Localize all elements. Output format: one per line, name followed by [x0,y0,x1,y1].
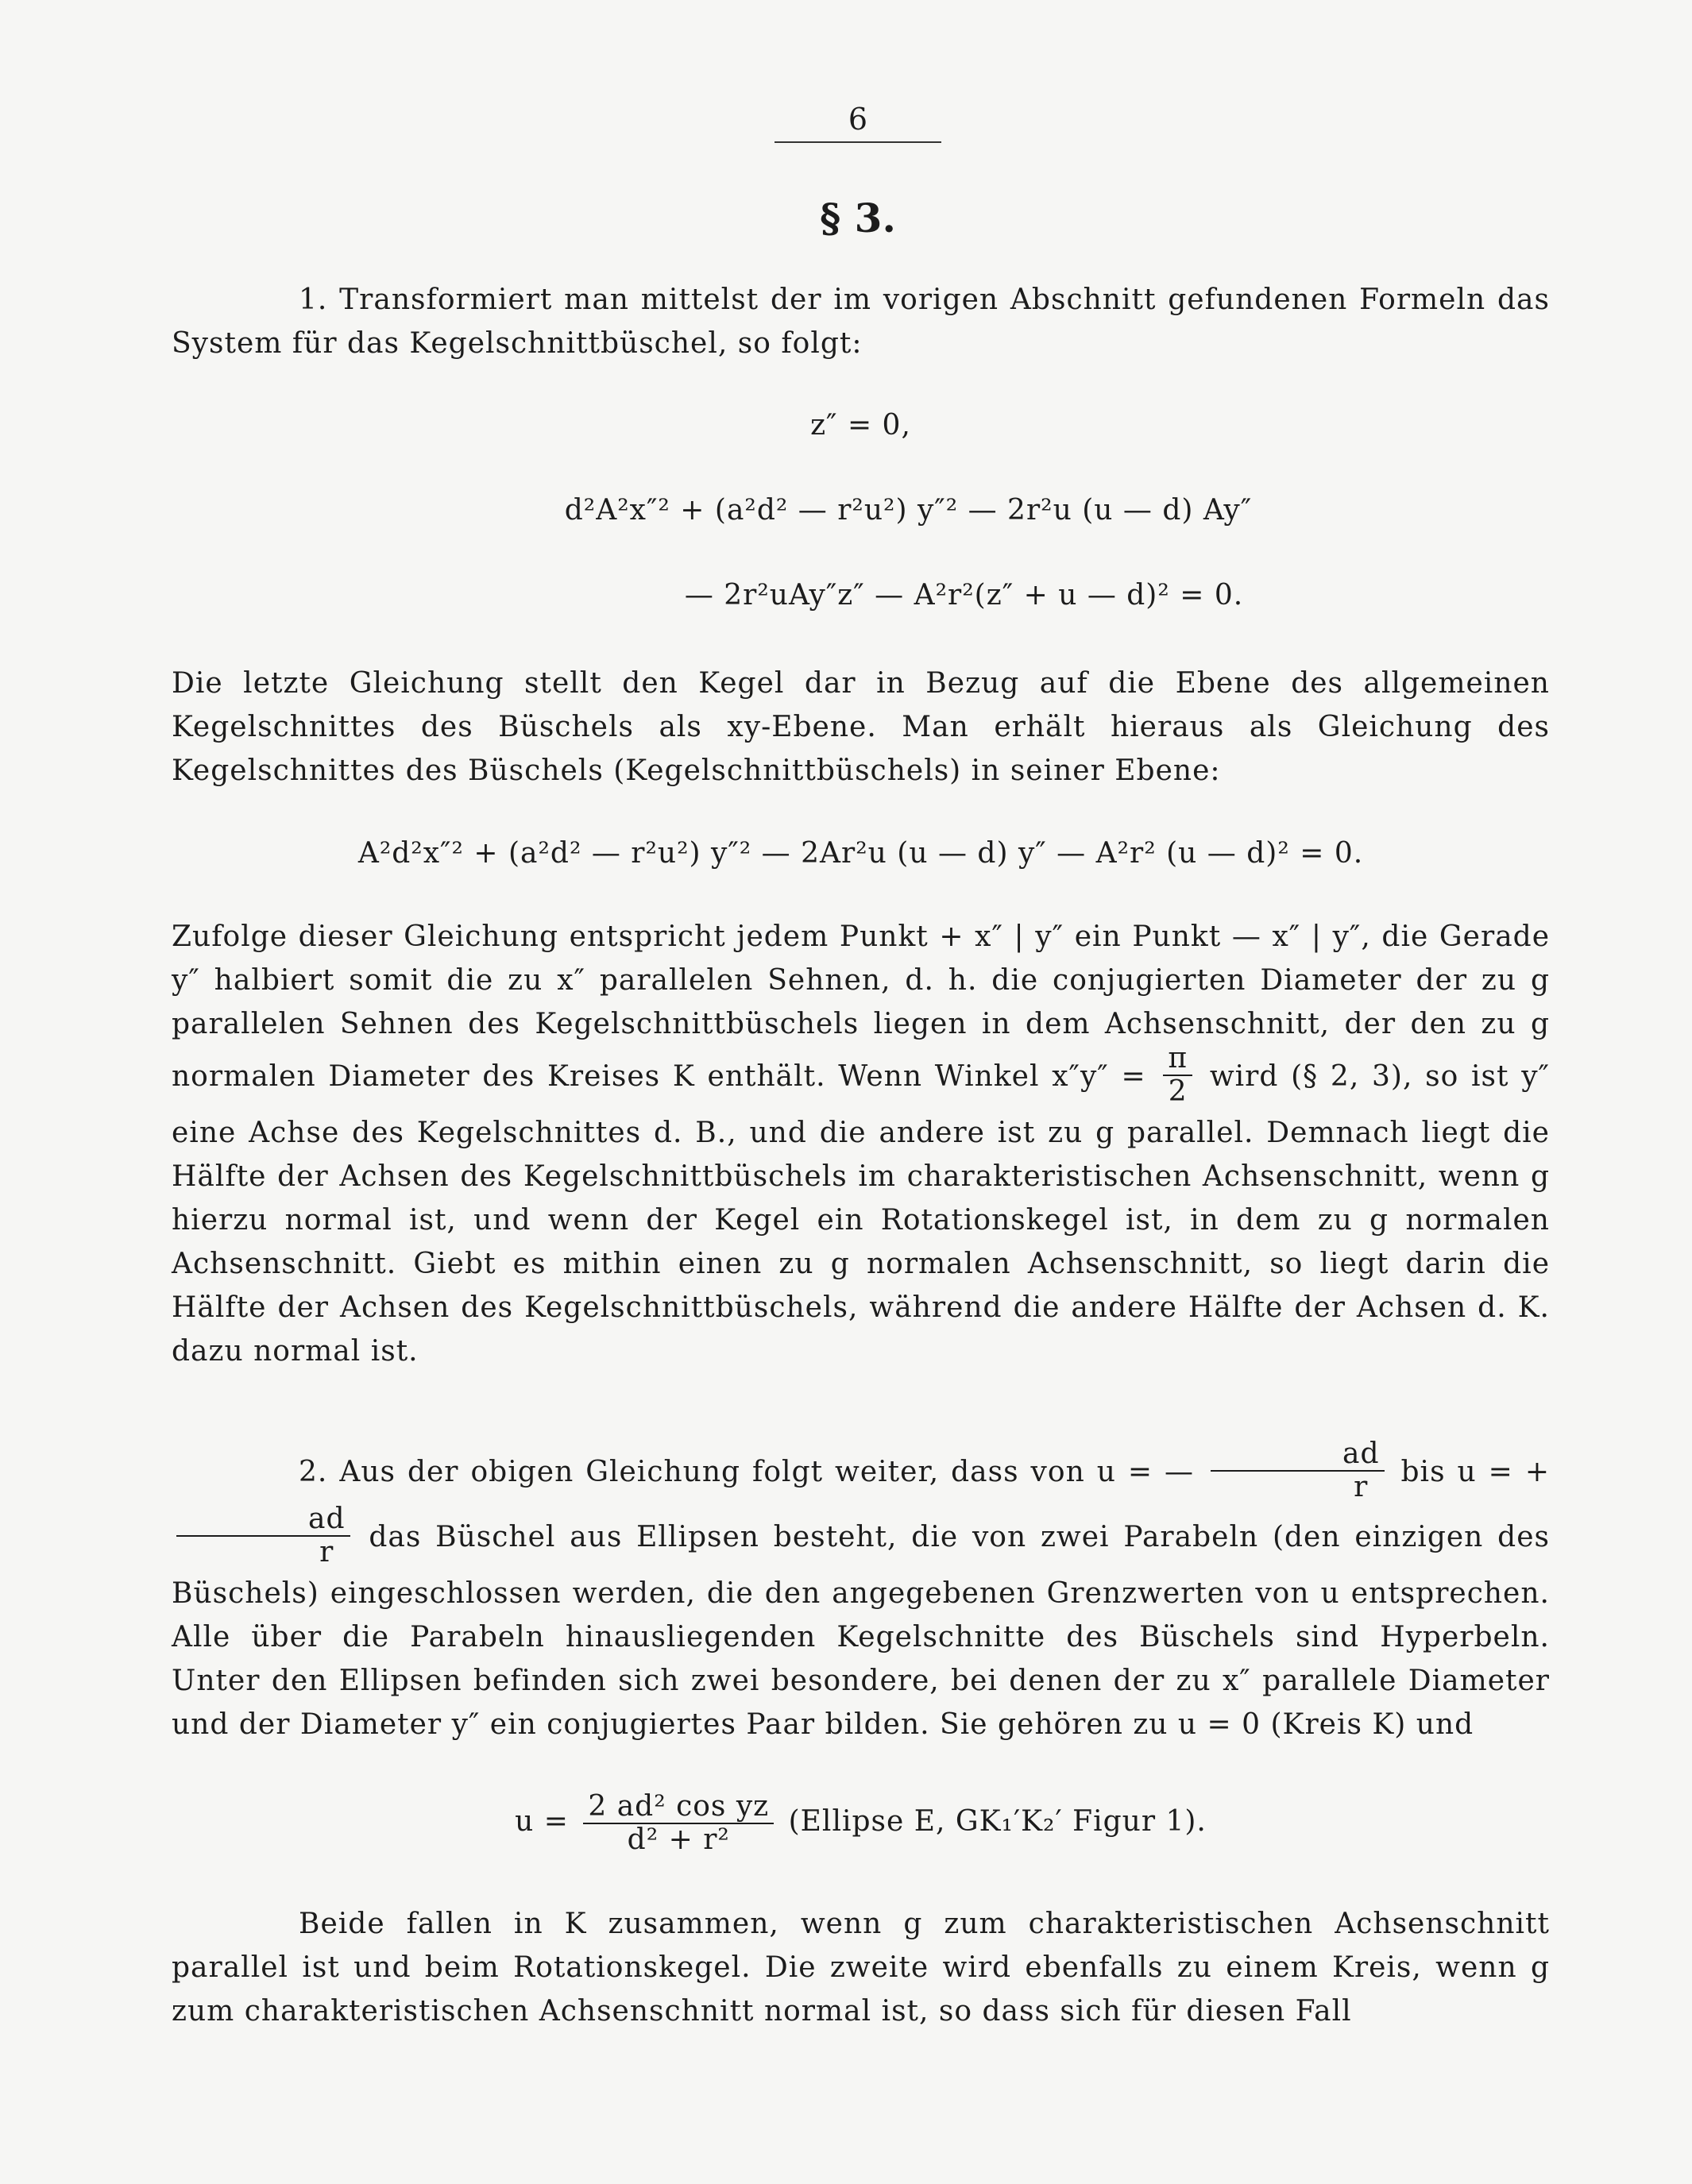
paragraph-3-part-a: Zufolge dieser Gleichung entspricht jedem Punkt + x″ | y″ ein Punkt — x″ | y″, die Gerade y″ halbiert somit die zu x″ parallelen Sehnen, d. h. die conjugierten Diameter der zu g parallelen Sehnen des Kegelschnittbüschels liegen in dem Achsenschnitt, der den zu g normalen Diameter des Kreises K enthält. Wenn Winkel x″y″ = [172,920,1550,1093]
equation-5 [172,1791,1550,1856]
paragraph-2 [172,662,1550,793]
paragraph-1 [172,278,1550,365]
paragraph-2-text: Die letzte Gleichung stellt den Kegel dar in Bezug auf die Ebene des allgemeinen Kegelschnittes des Büschels als xy-Ebene. Man erhält hieraus als Gleichung des Kegelschnittes des Büschels (Kegelschnittbüschels) in seiner Ebene: [172,667,1550,787]
page-number: 6 [775,102,941,143]
fraction-numerator: 2 ad² cos yz [583,1791,774,1824]
fraction-denominator: r [1354,1471,1369,1503]
paragraph-4-rest: das Büschel aus Ellipsen besteht, die von zwei Parabeln (den einzigen des Büschels) eingeschlossen werden, die den angegebenen Grenzwerten von u entsprechen. Alle über die Parabeln hinausliegenden Kegelschnitte des Büschels sind Hyperbeln. Unter den Ellipsen befinden sich zwei besondere, bei denen der zu x″ parallele Diameter und der Diameter y″ ein conjugiertes Paar bilden. Sie gehören zu u = 0 (Kreis K) und [172,1521,1550,1741]
equation-5-rhs: (Ellipse E, GK₁′K₂′ Figur 1). [788,1805,1207,1838]
paragraph-4-text [172,1437,1550,1746]
equation-2: d²A²x″² + (a²d² — r²u²) y″² — 2r²u (u — d) Ay″ [564,494,1253,527]
paragraph-4-start: 2. Aus der obigen Gleichung folgt weiter, dass von u = — [299,1456,1195,1488]
paragraph-4 [172,1437,1550,1746]
pi-half-fraction [1163,1043,1192,1108]
equation-5-lhs: u = [515,1805,569,1838]
paragraph-5 [172,1902,1550,2033]
equation-1: z″ = 0, [810,409,911,442]
ad-over-r-fraction-2 [176,1503,350,1569]
paragraph-3-part-b: wird (§ 2, 3), so ist y″ eine Achse des Kegelschnittes d. B., und die andere ist zu g parallel. Demnach liegt die Hälfte der Achsen des Kegelschnittbüschels im charakteristischen Achsenschnitt, wenn g hierzu normal ist, und wenn der Kegel ein Rotationskegel ist, in dem zu g normalen Achsenschnitt. Giebt es mithin einen zu g normalen Achsenschnitt, so liegt darin die Hälfte der Achsen des Kegelschnittbüschels, während die andere Hälfte der Achsen d. K. dazu normal ist. [172,1060,1550,1368]
fraction-numerator: ad [176,1503,350,1537]
fraction-numerator: ad [1211,1438,1385,1472]
fraction-denominator: 2 [1168,1075,1188,1108]
equation-3: — 2r²uAy″z″ — A²r²(z″ + u — d)² = 0. [684,579,1244,612]
paragraph-5-text: Beide fallen in K zusammen, wenn g zum charakteristischen Achsenschnitt parallel ist und beim Rotationskegel. Die zweite wird ebenfalls zu einem Kreis, wenn g zum charakteristischen Achsenschnitt normal ist, so dass sich für diesen Fall [172,1908,1550,2028]
paragraph-1-text: 1. Transformiert man mittelst der im vorigen Abschnitt gefundenen Formeln das System für das Kegelschnittbüschel, so folgt: [172,284,1550,360]
section-heading: § 3. [820,195,896,241]
paragraph-3 [172,915,1550,1373]
ad-over-r-fraction-1 [1211,1438,1385,1503]
fraction-denominator: r [319,1536,334,1569]
fraction-denominator: d² + r² [627,1823,730,1856]
equation-5-fraction [583,1791,774,1856]
paragraph-4-mid: bis u = + [1400,1456,1550,1488]
equation-4: A²d²x″² + (a²d² — r²u²) y″² — 2Ar²u (u — d) y″ — A²r² (u — d)² = 0. [357,837,1364,870]
fraction-numerator: π [1163,1043,1192,1076]
paragraph-3-text [172,915,1550,1373]
